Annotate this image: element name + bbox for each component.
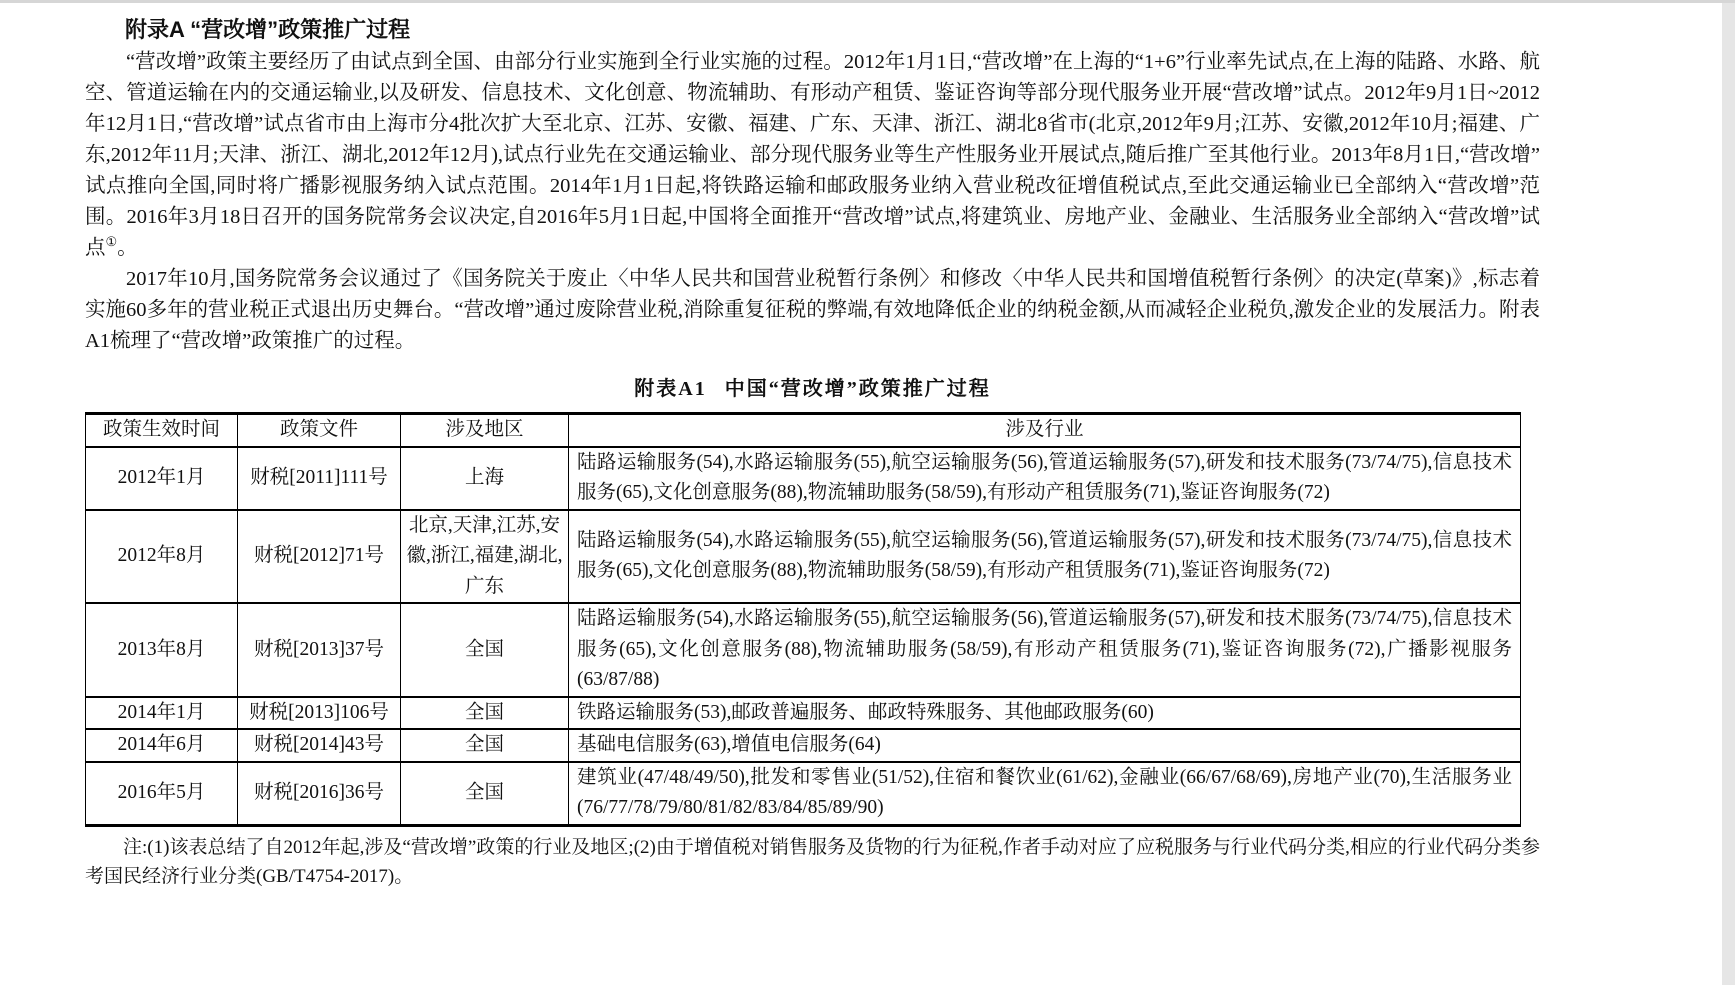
- cell-regions: 全国: [401, 697, 569, 730]
- pdf-page-edge-gutter: [1720, 3, 1735, 985]
- table-row: [86, 729, 1521, 762]
- appendix-heading: 附录A “营改增”政策推广过程: [125, 17, 411, 42]
- col-header-policy-document: 政策文件: [238, 414, 401, 447]
- footnote-mark-1: ①: [105, 234, 118, 250]
- cell-regions: 上海: [401, 447, 569, 510]
- cell-effective-date: 2013年8月: [86, 603, 238, 697]
- appendix-paragraph-1: [85, 47, 1540, 264]
- cell-industries: 陆路运输服务(54),水路运输服务(55),航空运输服务(56),管道运输服务(57),研发和技术服务(73/74/75),信息技术服务(65),文化创意服务(88),物流辅助服务(58/59),有形动产租赁服务(71),鉴证咨询服务(72): [569, 447, 1521, 510]
- col-header-industries: 涉及行业: [569, 414, 1521, 447]
- cell-regions: 全国: [401, 729, 569, 762]
- policy-rollout-table: [85, 412, 1521, 827]
- table-row: [86, 762, 1521, 826]
- table-row: [86, 510, 1521, 604]
- table-header-row: [86, 414, 1521, 447]
- table-title: [85, 374, 1540, 404]
- cell-industries: 陆路运输服务(54),水路运输服务(55),航空运输服务(56),管道运输服务(57),研发和技术服务(73/74/75),信息技术服务(65),文化创意服务(88),物流辅助服务(58/59),有形动产租赁服务(71),鉴证咨询服务(72): [569, 510, 1521, 604]
- col-header-regions: 涉及地区: [401, 414, 569, 447]
- cell-industries: 陆路运输服务(54),水路运输服务(55),航空运输服务(56),管道运输服务(57),研发和技术服务(73/74/75),信息技术服务(65),文化创意服务(88),物流辅助服务(58/59),有形动产租赁服务(71),鉴证咨询服务(72),广播影视服务(63/87/88): [569, 603, 1521, 697]
- cell-effective-date: 2016年5月: [86, 762, 238, 826]
- cell-policy-document: 财税[2013]37号: [238, 603, 401, 697]
- cell-industries: 基础电信服务(63),增值电信服务(64): [569, 729, 1521, 762]
- cell-regions: 北京,天津,江苏,安徽,浙江,福建,湖北,广东: [401, 510, 569, 604]
- cell-effective-date: 2014年1月: [86, 697, 238, 730]
- paragraph-1-text: “营改增”政策主要经历了由试点到全国、由部分行业实施到全行业实施的过程。2012年1月1日,“营改增”在上海的“1+6”行业率先试点,在上海的陆路、水路、航空、管道运输在内的交通运输业,以及研发、信息技术、文化创意、物流辅助、有形动产租赁、鉴证咨询等部分现代服务业开展“营改增”试点。2012年9月1日~2012年12月1日,“营改增”试点省市由上海市分4批次扩大至北京、江苏、安徽、福建、广东、天津、浙江、湖北8省市(北京,2012年9月;江苏、安徽,2012年10月;福建、广东,2012年11月;天津、浙江、湖北,2012年12月),试点行业先在交通运输业、部分现代服务业等生产性服务业开展试点,随后推广至其他行业。2013年8月1日,“营改增”试点推向全国,同时将广播影视服务纳入试点范围。2014年1月1日起,将铁路运输和邮政服务业纳入营业税改征增值税试点,至此交通运输业已全部纳入“营改增”范围。2016年3月18日召开的国务院常务会议决定,自2016年5月1日起,中国将全面推开“营改增”试点,将建筑业、房地产业、金融业、生活服务业全部纳入“营改增”试点: [85, 51, 1540, 259]
- appendix-paragraph-2: 2017年10月,国务院常务会议通过了《国务院关于废止〈中华人民共和国营业税暂行条例〉和修改〈中华人民共和国增值税暂行条例〉的决定(草案)》,标志着实施60多年的营业税正式退出历史舞台。“营改增”通过废除营业税,消除重复征税的弊端,有效地降低企业的纳税金额,从而减轻企业税负,激发企业的发展活力。附表A1梳理了“营改增”政策推广的过程。: [85, 268, 1540, 352]
- cell-policy-document: 财税[2013]106号: [238, 697, 401, 730]
- cell-effective-date: 2012年1月: [86, 447, 238, 510]
- paper-appendix-page: [0, 3, 1722, 985]
- table-title-text: 中国“营改增”政策推广过程: [724, 378, 991, 400]
- cell-policy-document: 财税[2012]71号: [238, 510, 401, 604]
- cell-regions: 全国: [401, 762, 569, 826]
- table-note: 注:(1)该表总结了自2012年起,涉及“营改增”政策的行业及地区;(2)由于增值税对销售服务及货物的行为征税,作者手动对应了应税服务与行业代码分类,相应的行业代码分类参考国民经济行业分类(GB/T4754-2017)。: [85, 836, 1540, 887]
- cell-effective-date: 2012年8月: [86, 510, 238, 604]
- cell-policy-document: 财税[2014]43号: [238, 729, 401, 762]
- cell-industries: 建筑业(47/48/49/50),批发和零售业(51/52),住宿和餐饮业(61/62),金融业(66/67/68/69),房地产业(70),生活服务业(76/77/78/79/80/81/82/83/84/85/89/90): [569, 762, 1521, 826]
- table-row: [86, 697, 1521, 730]
- cell-policy-document: 财税[2016]36号: [238, 762, 401, 826]
- table-title-label: 附表A1: [634, 378, 707, 400]
- table-row: [86, 603, 1521, 697]
- cell-industries: 铁路运输服务(53),邮政普遍服务、邮政特殊服务、其他邮政服务(60): [569, 697, 1521, 730]
- cell-effective-date: 2014年6月: [86, 729, 238, 762]
- col-header-effective-date: 政策生效时间: [86, 414, 238, 447]
- cell-regions: 全国: [401, 603, 569, 697]
- cell-policy-document: 财税[2011]111号: [238, 447, 401, 510]
- paragraph-1-period: 。: [117, 237, 138, 259]
- table-row: [86, 447, 1521, 510]
